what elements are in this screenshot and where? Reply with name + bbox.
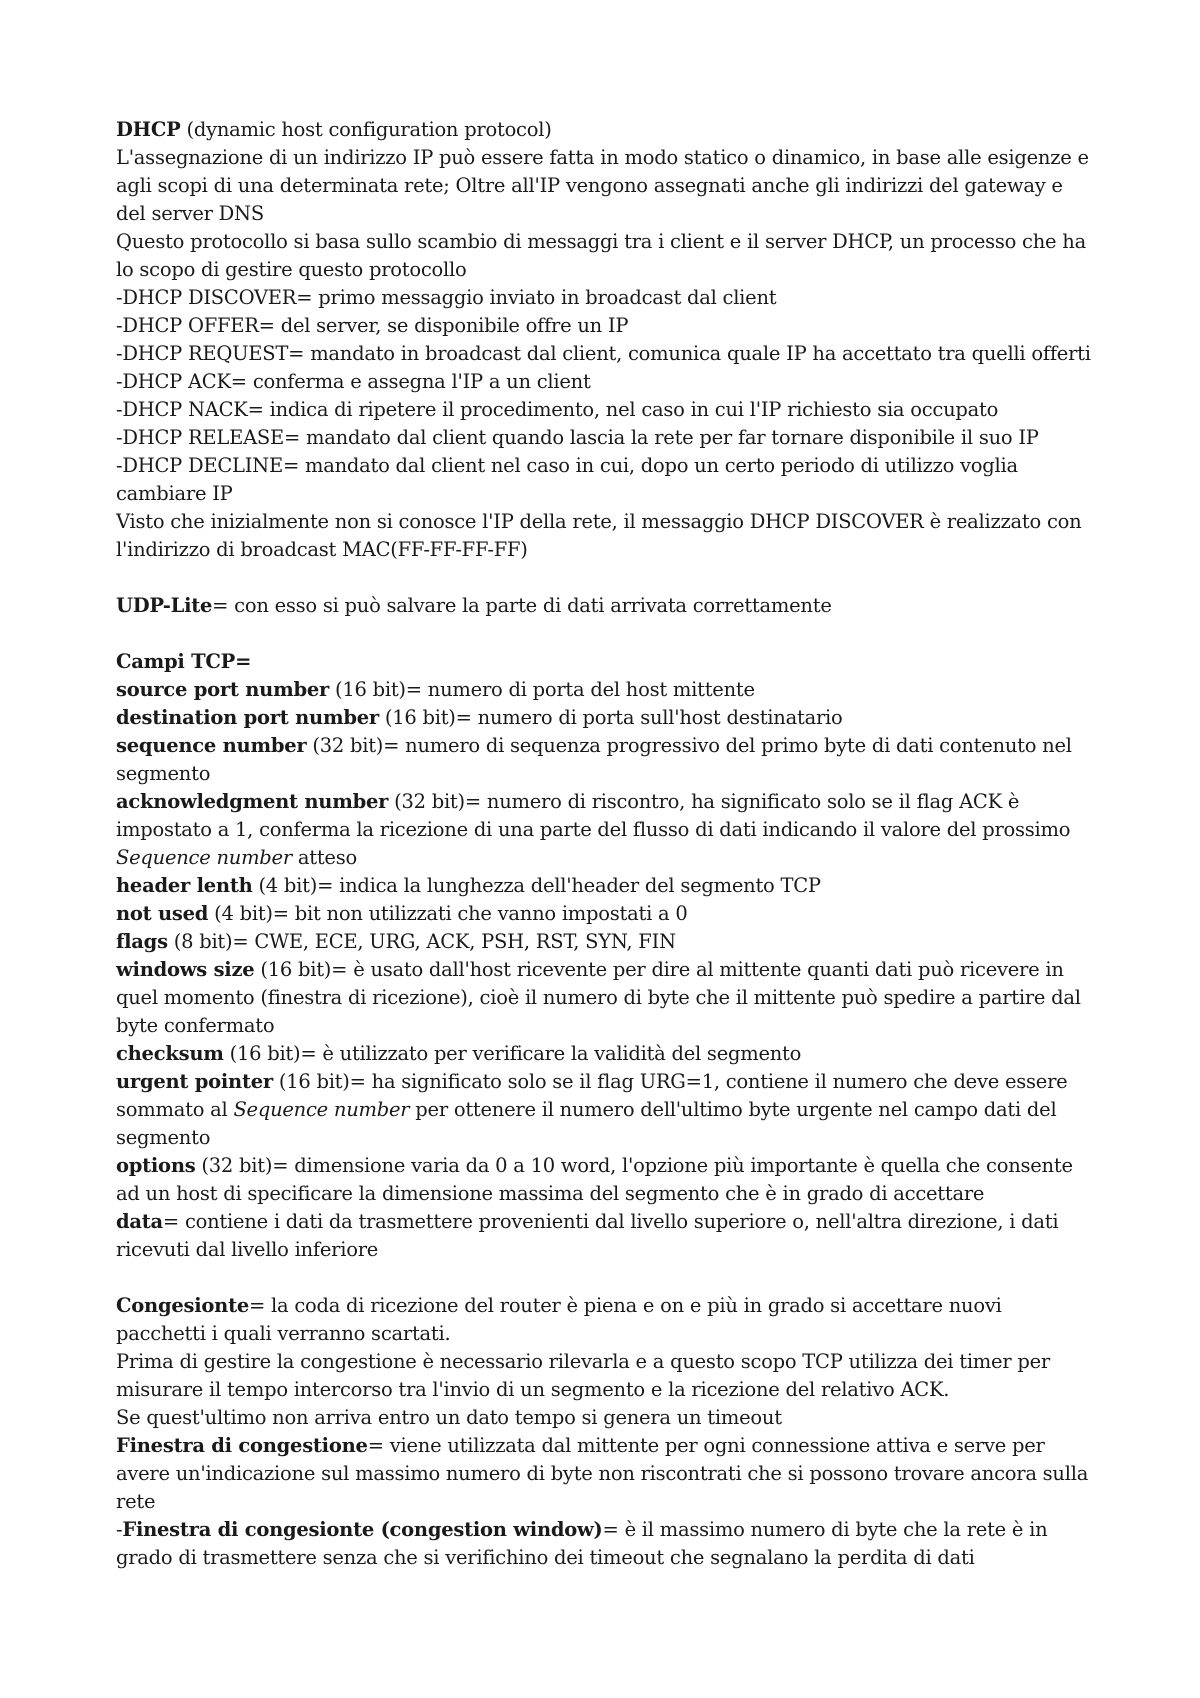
tcp-field-text: (16 bit)= ha significato solo se il flag URG=1, contiene il numero che deve essere sommato al [116,1070,1068,1121]
tcp-field-text: (16 bit)= è utilizzato per verificare la validità del segmento [223,1042,802,1065]
tcp-field-name: flags [116,930,168,953]
tcp-field [116,704,1096,732]
tcp-field-name: sequence number [116,734,307,757]
udp-lite-paragraph [116,592,1096,620]
tcp-field [116,928,1096,956]
tcp-field [116,956,1096,1040]
paragraph-gap [116,620,1096,648]
dhcp-message-discover: -DHCP DISCOVER= primo messaggio inviato in broadcast dal client [116,286,777,309]
paragraph-gap [116,564,1096,592]
tcp-field [116,1152,1096,1208]
tcp-field-text-after: per ottenere il numero dell'ultimo byte urgente nel campo dati del segmento [116,1098,1057,1149]
tcp-field-name: windows size [116,958,255,981]
dhcp-intro: L'assegnazione di un indirizzo IP può essere fatta in modo statico o dinamico, in base alle esigenze e agli scopi di una determinata rete; Oltre all'IP vengono assegnati anche gli indirizzi del gateway e del server DNS [116,146,1089,225]
tcp-field-name: header lenth [116,874,253,897]
tcp-field-name: data [116,1210,163,1233]
dhcp-message-release: -DHCP RELEASE= mandato dal client quando lascia la rete per far tornare disponibile il suo IP [116,426,1039,449]
tcp-field-name: options [116,1154,196,1177]
dhcp-message-decline: -DHCP DECLINE= mandato dal client nel caso in cui, dopo un certo periodo di utilizzo voglia cambiare IP [116,454,1018,505]
tcp-field-name: destination port number [116,706,379,729]
dhcp-title-rest: (dynamic host configuration protocol) [180,118,552,141]
dhcp-message-nack: -DHCP NACK= indica di ripetere il procedimento, nel caso in cui l'IP richiesto sia occupato [116,398,999,421]
tcp-field-name: acknowledgment number [116,790,389,813]
tcp-field [116,1208,1096,1264]
tcp-field-name: urgent pointer [116,1070,273,1093]
tcp-field [116,788,1096,872]
tcp-field-text: (32 bit)= numero di riscontro, ha significato solo se il flag ACK è impostato a 1, conferma la ricezione di una parte del flusso di dati indicando il valore del prossimo [116,790,1071,841]
paragraph-gap [116,1264,1096,1292]
tcp-field-italic: Sequence number [116,846,292,869]
congestion-cwnd-paragraph [116,1516,1096,1572]
congestion-cwnd-term: Finestra di congesionte (congestion window) [122,1518,603,1541]
congestion-cwnd-text: = è il massimo numero di byte che la rete è in grado di trasmettere senza che si verifichino dei timeout che segnalano la perdita di dati [116,1518,1048,1569]
tcp-field-text: = contiene i dati da trasmettere provenienti dal livello superiore o, nell'altra direzione, i dati ricevuti dal livello inferiore [116,1210,1059,1261]
dhcp-protocol: Questo protocollo si basa sullo scambio di messaggi tra i client e il server DHCP, un processo che ha lo scopo di gestire questo protocollo [116,230,1086,281]
tcp-title: Campi TCP= [116,650,252,673]
tcp-field-text: (4 bit)= bit non utilizzati che vanno impostati a 0 [208,902,688,925]
tcp-field-text: (16 bit)= numero di porta sull'host destinatario [378,706,843,729]
tcp-field [116,872,1096,900]
tcp-field-name: source port number [116,678,330,701]
congestion-timeout: Se quest'ultimo non arriva entro un dato tempo si genera un timeout [116,1406,782,1429]
tcp-field-text: (16 bit)= numero di porta del host mittente [329,678,755,701]
udp-lite-text: = con esso si può salvare la parte di dati arrivata correttamente [212,594,832,617]
congestion-window-paragraph [116,1432,1096,1516]
dhcp-message-offer: -DHCP OFFER= del server, se disponibile offre un IP [116,314,629,337]
tcp-field-text-after: atteso [291,846,357,869]
congestion-text: = la coda di ricezione del router è piena e on e più in grado si accettare nuovi pacchetti i quali verranno scartati. [116,1294,1002,1345]
tcp-field-text: (4 bit)= indica la lunghezza dell'header del segmento TCP [252,874,821,897]
udp-lite-term: UDP-Lite [116,594,213,617]
congestion-paragraph [116,1292,1096,1348]
tcp-field-italic: Sequence number [233,1098,410,1121]
congestion-cwnd-prefix: - [116,1518,123,1541]
document-page [116,116,1096,1572]
congestion-window-text: = viene utilizzata dal mittente per ogni connessione attiva e serve per avere un'indicazione sul massimo numero di byte non riscontrati che si possono trovare ancora sulla rete [116,1434,1089,1513]
tcp-field-name: checksum [116,1042,224,1065]
tcp-field-name: not used [116,902,209,925]
tcp-field [116,900,1096,928]
dhcp-message-request: -DHCP REQUEST= mandato in broadcast dal client, comunica quale IP ha accettato tra quelli offerti [116,342,1091,365]
congestion-term: Congesionte [116,1294,249,1317]
tcp-field [116,1068,1096,1152]
tcp-field [116,1040,1096,1068]
congestion-window-term: Finestra di congestione [116,1434,368,1457]
congestion-detect: Prima di gestire la congestione è necessario rilevarla e a questo scopo TCP utilizza dei timer per misurare il tempo intercorso tra l'invio di un segmento e la ricezione del relativo ACK. [116,1350,1050,1401]
tcp-field-text: (32 bit)= dimensione varia da 0 a 10 word, l'opzione più importante è quella che consente ad un host di specificare la dimensione massima del segmento che è in grado di accettare [116,1154,1073,1205]
dhcp-message-ack: -DHCP ACK= conferma e assegna l'IP a un client [116,370,591,393]
tcp-field [116,676,1096,704]
tcp-field [116,732,1096,788]
tcp-field-text: (8 bit)= CWE, ECE, URG, ACK, PSH, RST, SYN, FIN [167,930,676,953]
dhcp-heading [116,116,1096,144]
dhcp-broadcast-note: Visto che inizialmente non si conosce l'IP della rete, il messaggio DHCP DISCOVER è realizzato con l'indirizzo di broadcast MAC(FF-FF-FF-FF) [116,510,1082,561]
tcp-field-text: (32 bit)= numero di sequenza progressivo del primo byte di dati contenuto nel segmento [116,734,1072,785]
dhcp-title: DHCP [116,118,181,141]
tcp-field-text: (16 bit)= è usato dall'host ricevente per dire al mittente quanti dati può ricevere in quel momento (finestra di ricezione), cioè il numero di byte che il mittente può spedire a partire dal byte confermato [116,958,1081,1037]
